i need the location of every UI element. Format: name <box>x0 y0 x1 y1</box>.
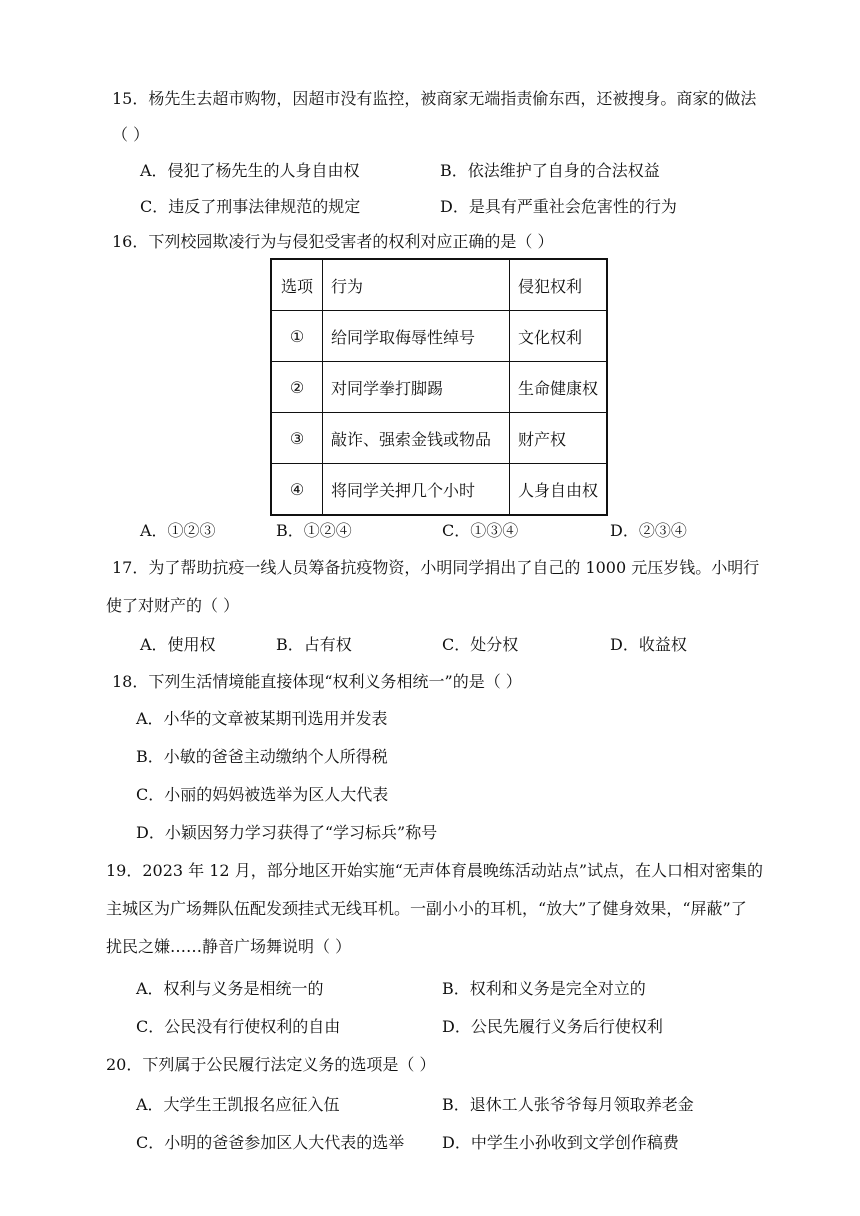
table-cell: ③ <box>271 413 323 464</box>
q18-option-d: D．小颖因努力学习获得了“学习标兵”称号 <box>136 823 438 842</box>
q17-option-b: B．占有权 <box>276 635 352 654</box>
q15-option-c: C．违反了刑事法律规范的规定 <box>140 197 361 216</box>
table-cell: ① <box>271 311 323 362</box>
q20-option-d: D．中学生小孙收到文学创作稿费 <box>442 1133 679 1152</box>
q19-option-a: A．权利与义务是相统一的 <box>136 979 324 998</box>
bullying-rights-table <box>270 258 608 516</box>
table-cell: 敲诈、强索金钱或物品 <box>323 413 510 464</box>
table-row <box>271 413 607 464</box>
q19-stem: 19．2023 年 12 月，部分地区开始实施“无声体育晨晚练活动站点”试点，在人口相对密集的 <box>106 861 764 880</box>
q18-option-a: A．小华的文章被某期刊选用并发表 <box>136 709 388 728</box>
q20-option-b: B．退休工人张爷爷每月领取养老金 <box>442 1095 694 1114</box>
q17-stem: 17．为了帮助抗疫一线人员筹备抗疫物资，小明同学捐出了自己的 1000 元压岁钱。小明行 <box>112 558 760 577</box>
q19-stem-cont2: 扰民之嫌……静音广场舞说明（ ） <box>106 937 352 956</box>
q19-option-d: D．公民先履行义务后行使权利 <box>442 1017 663 1036</box>
table-cell: ④ <box>271 464 323 516</box>
table-cell: 给同学取侮辱性绰号 <box>323 311 510 362</box>
table-cell: ② <box>271 362 323 413</box>
q16-option-a: A．①②③ <box>140 521 216 540</box>
table-header-row <box>271 259 607 311</box>
table-cell: 人身自由权 <box>510 464 608 516</box>
q17-option-a: A．使用权 <box>140 635 216 654</box>
q17-option-c: C．处分权 <box>442 635 519 654</box>
q19-option-c: C．公民没有行使权利的自由 <box>136 1017 341 1036</box>
table-header-cell: 行为 <box>323 259 510 311</box>
q18-stem: 18．下列生活情境能直接体现“权利义务相统一”的是（ ） <box>112 672 522 691</box>
q19-option-b: B．权利和义务是完全对立的 <box>442 979 646 998</box>
table-cell: 文化权利 <box>510 311 608 362</box>
table-cell: 生命健康权 <box>510 362 608 413</box>
q20-option-c: C．小明的爸爸参加区人大代表的选举 <box>136 1133 405 1152</box>
q15-option-b: B．依法维护了自身的合法权益 <box>440 161 660 180</box>
q16-option-b: B．①②④ <box>276 521 352 540</box>
table-header-cell: 侵犯权利 <box>510 259 608 311</box>
table-cell: 财产权 <box>510 413 608 464</box>
q20-stem: 20．下列属于公民履行法定义务的选项是（ ） <box>106 1055 436 1074</box>
q18-option-c: C．小丽的妈妈被选举为区人大代表 <box>136 785 389 804</box>
q16-option-d: D．②③④ <box>610 521 687 540</box>
q17-option-d: D．收益权 <box>610 635 687 654</box>
table-cell: 对同学拳打脚踢 <box>323 362 510 413</box>
q15-option-a: A．侵犯了杨先生的人身自由权 <box>140 161 360 180</box>
q20-option-a: A．大学生王凯报名应征入伍 <box>136 1095 340 1114</box>
q16-stem: 16．下列校园欺凌行为与侵犯受害者的权利对应正确的是（ ） <box>112 232 554 251</box>
table-row <box>271 464 607 516</box>
table-row <box>271 362 607 413</box>
q15-option-d: D．是具有严重社会危害性的行为 <box>440 197 677 216</box>
q18-option-b: B．小敏的爸爸主动缴纳个人所得税 <box>136 747 388 766</box>
q16-option-c: C．①③④ <box>442 521 519 540</box>
q15-paren: （ ） <box>112 125 150 144</box>
table-cell: 将同学关押几个小时 <box>323 464 510 516</box>
q15-stem: 15．杨先生去超市购物，因超市没有监控，被商家无端指责偷东西，还被搜身。商家的做法 <box>112 89 757 108</box>
table-header-cell: 选项 <box>271 259 323 311</box>
q19-stem-cont1: 主城区为广场舞队伍配发颈挂式无线耳机。一副小小的耳机，“放大”了健身效果，“屏蔽”了 <box>106 899 747 918</box>
table-row <box>271 311 607 362</box>
q17-stem-cont: 使了对财产的（ ） <box>106 596 240 615</box>
